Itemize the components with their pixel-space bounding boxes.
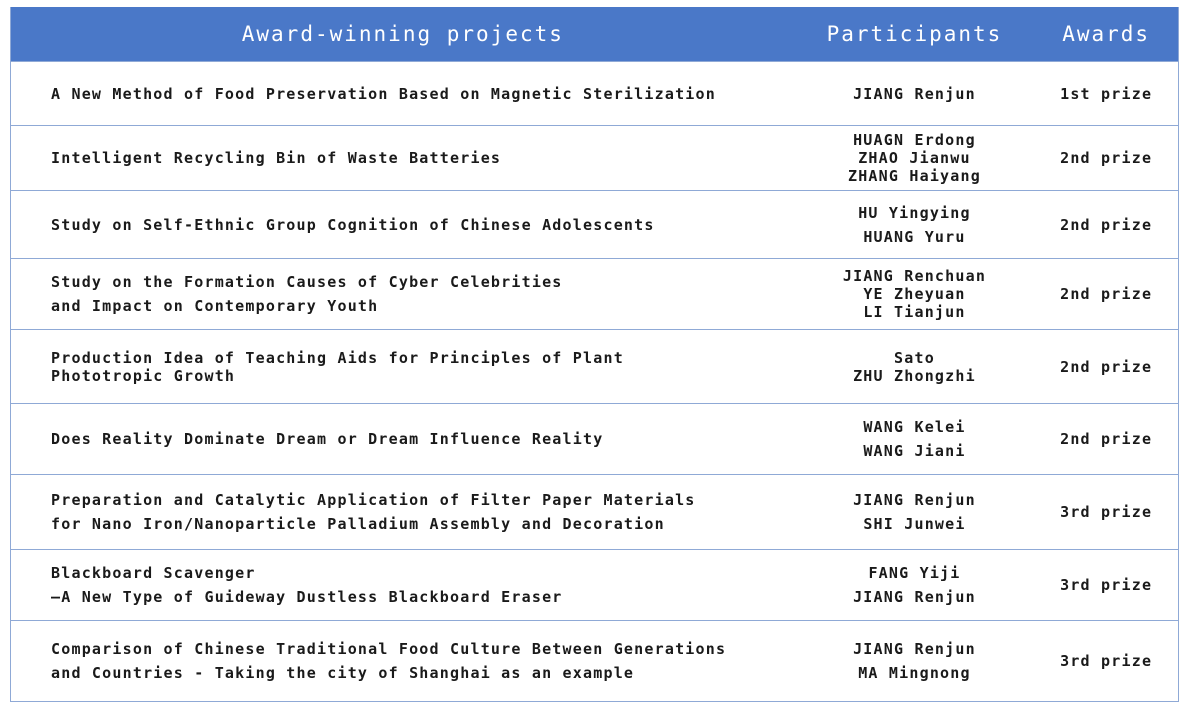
participant-name: JIANG Renjun: [853, 491, 976, 509]
header-awards: [1034, 22, 1178, 46]
participant-name: JIANG Renjun: [853, 84, 976, 103]
header-awards-label: Awards: [1062, 22, 1151, 46]
award-label: 3rd prize: [1060, 652, 1153, 670]
participants-cell: [795, 259, 1035, 329]
project-line: Comparison of Chinese Traditional Food Culture Between Generations: [51, 640, 727, 658]
award-cell: [1034, 475, 1178, 549]
project-line: and Countries - Taking the city of Shanghai as an example: [51, 664, 635, 682]
header-participants-label: Participants: [826, 22, 1003, 46]
award-label: 3rd prize: [1060, 503, 1153, 521]
table-row: [11, 549, 1178, 620]
participants-cell: [795, 550, 1035, 620]
participants-cell: [795, 404, 1035, 474]
project-cell: [11, 550, 795, 620]
participants-cell: [795, 191, 1035, 258]
award-label: 2nd prize: [1060, 357, 1153, 376]
participant-name: LI Tianjun: [863, 303, 966, 321]
table-row: [11, 61, 1178, 125]
award-label: 2nd prize: [1060, 285, 1153, 303]
award-cell: [1034, 62, 1178, 125]
participant-name: ZHANG Haiyang: [847, 167, 981, 185]
table-header: [11, 7, 1178, 61]
project-line: Does Reality Dominate Dream or Dream Influence Reality: [51, 430, 604, 448]
award-cell: [1034, 330, 1178, 403]
awards-table: [10, 7, 1179, 702]
project-cell: [11, 404, 795, 474]
participant-name: JIANG Renjun: [853, 588, 976, 606]
table-row: [11, 329, 1178, 403]
project-line: Phototropic Growth: [51, 366, 236, 385]
participant-name: ZHU Zhongzhi: [853, 366, 976, 385]
award-cell: [1034, 404, 1178, 474]
participant-name: WANG Kelei: [863, 418, 966, 436]
project-line: —A New Type of Guideway Dustless Blackboard Eraser: [51, 588, 563, 606]
award-label: 2nd prize: [1060, 430, 1153, 448]
participant-name: HU Yingying: [858, 203, 971, 222]
award-label: 2nd prize: [1060, 149, 1153, 167]
header-participants: [795, 22, 1035, 46]
project-line: Blackboard Scavenger: [51, 564, 256, 582]
project-line: A New Method of Food Preservation Based on Magnetic Sterilization: [51, 84, 716, 103]
award-cell: [1034, 550, 1178, 620]
participant-name: Sato: [894, 348, 935, 367]
participant-name: HUAGN Erdong: [853, 131, 976, 149]
project-line: for Nano Iron/Nanoparticle Palladium Assembly and Decoration: [51, 515, 665, 533]
participants-cell: [795, 621, 1035, 701]
table-row: [11, 474, 1178, 549]
project-cell: [11, 259, 795, 329]
project-cell: [11, 62, 795, 125]
table-row: [11, 125, 1178, 190]
project-cell: [11, 126, 795, 190]
project-line: Production Idea of Teaching Aids for Principles of Plant: [51, 348, 624, 367]
header-projects-label: Award-winning projects: [241, 22, 564, 46]
award-cell: [1034, 191, 1178, 258]
participants-cell: [795, 62, 1035, 125]
table-row: [11, 258, 1178, 329]
award-label: 1st prize: [1060, 84, 1153, 103]
award-cell: [1034, 259, 1178, 329]
header-projects: [11, 22, 795, 46]
table-row: [11, 403, 1178, 474]
award-label: 2nd prize: [1060, 215, 1153, 234]
participants-cell: [795, 475, 1035, 549]
project-line: and Impact on Contemporary Youth: [51, 297, 379, 315]
project-line: Study on the Formation Causes of Cyber Celebrities: [51, 273, 563, 291]
award-label: 3rd prize: [1060, 576, 1153, 594]
project-line: Intelligent Recycling Bin of Waste Batteries: [51, 149, 502, 167]
participant-name: ZHAO Jianwu: [858, 149, 971, 167]
table-row: [11, 190, 1178, 258]
participants-cell: [795, 126, 1035, 190]
table-row: [11, 620, 1178, 701]
project-cell: [11, 475, 795, 549]
project-cell: [11, 621, 795, 701]
participant-name: JIANG Renchuan: [842, 267, 987, 285]
participant-name: YE Zheyuan: [863, 285, 966, 303]
project-line: Study on Self-Ethnic Group Cognition of Chinese Adolescents: [51, 215, 655, 234]
participant-name: WANG Jiani: [863, 442, 966, 460]
project-cell: [11, 191, 795, 258]
participant-name: SHI Junwei: [863, 515, 966, 533]
participant-name: FANG Yiji: [868, 564, 961, 582]
participant-name: HUANG Yuru: [863, 227, 966, 246]
participant-name: MA Mingnong: [858, 664, 971, 682]
award-cell: [1034, 621, 1178, 701]
participant-name: JIANG Renjun: [853, 640, 976, 658]
award-cell: [1034, 126, 1178, 190]
project-cell: [11, 330, 795, 403]
participants-cell: [795, 330, 1035, 403]
project-line: Preparation and Catalytic Application of Filter Paper Materials: [51, 491, 696, 509]
